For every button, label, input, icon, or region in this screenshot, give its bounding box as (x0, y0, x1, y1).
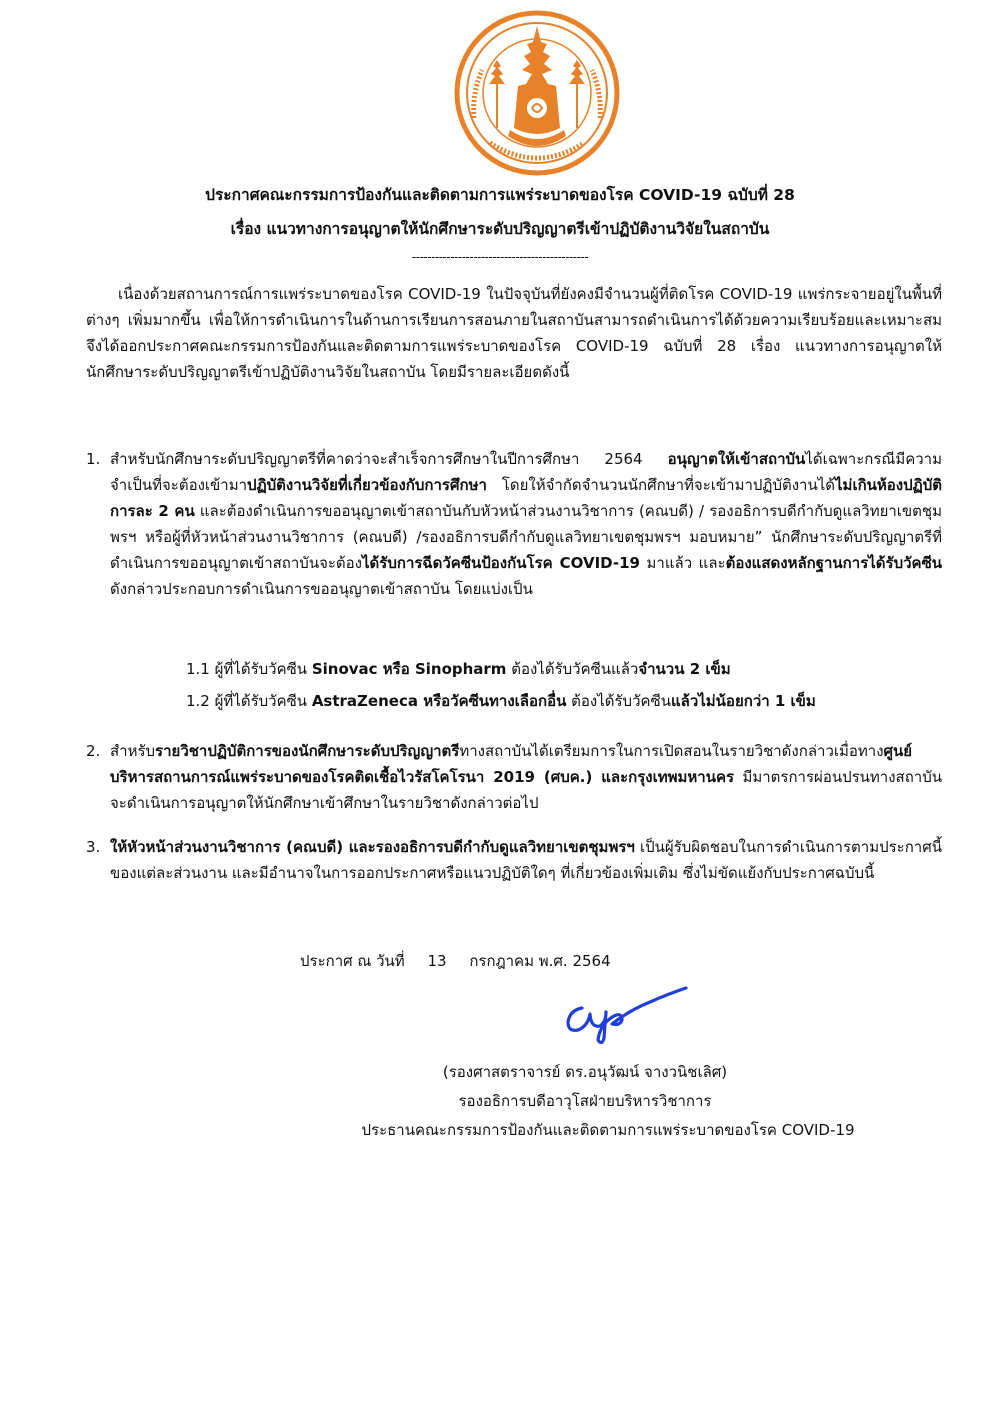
list-item-3 (86, 834, 942, 886)
list-item-text: สำหรับรายวิชาปฏิบัติการของนักศึกษาระดับปริญญาตรีทางสถาบันได้เตรียมการในการเปิดสอนในรายวิชาดังกล่าวเมื่อทางศูนย์บริหารสถานการณ์แพร่ระบาดของโรคติดเชื้อไวรัสโคโรนา 2019 (ศบค.) และกรุงเทพมหานคร มีมาตรการผ่อนปรนทางสถาบันจะดำเนินการอนุญาตให้นักศึกษาเข้าศึกษาในรายวิชาดังกล่าวต่อไป (110, 742, 942, 812)
list-item-2 (86, 738, 942, 816)
list-item-1 (86, 446, 942, 602)
list-item-text: ให้หัวหน้าส่วนงานวิชาการ (คณบดี) และรองอธิการบดีกำกับดูแลวิทยาเขตชุมพรฯ เป็นผู้รับผิดชอบในการดำเนินการตามประกาศนี้ของแต่ละส่วนงาน และมีอำนาจในการออกประกาศหรือแนวปฏิบัติใดๆ ที่เกี่ยวข้องเพิ่มเติม ซึ่งไม่ขัดแย้งกับประกาศฉบับนี้ (110, 838, 943, 882)
list-item-text: สำหรับนักศึกษาระดับปริญญาตรีที่คาดว่าจะสำเร็จการศึกษาในปีการศึกษา 2564 อนุญาตให้เข้าสถาบันได้เฉพาะกรณีมีความจำเป็นที่จะต้องเข้ามาปฏิบัติงานวิจัยที่เกี่ยวข้องกับการศึกษา โดยให้จำกัดจำนวนนักศึกษาที่จะเข้ามาปฏิบัติงานได้ไม่เกินห้องปฏิบัติการละ 2 คน และต้องดำเนินการขออนุญาตเข้าสถาบันกับหัวหน้าส่วนงานวิชาการ (คณบดี) / รองอธิการบดีกำกับดูแลวิทยาเขตชุมพรฯ หรือผู้ที่หัวหน้าส่วนงานวิชาการ (คณบดี) /รองอธิการบดีกำกับดูแลวิทยาเขตชุมพรฯ มอบหมาย” นักศึกษาระดับปริญญาตรีที่ดำเนินการขออนุญาตเข้าสถาบันจะต้องได้รับการฉีดวัคซีนป้องกันโรค COVID-19 มาแล้ว และต้องแสดงหลักฐานการได้รับวัคซีนดังกล่าวประกอบการดำเนินการขออนุญาตเข้าสถาบัน โดยแบ่งเป็น (110, 450, 943, 598)
title-line-2: เรื่อง แนวทางการอนุญาตให้นักศึกษาระดับปริญญาตรีเข้าปฏิบัติงานวิจัยในสถาบัน (230, 220, 770, 238)
signer-committee-role: ประธานคณะกรรมการป้องกันและติดตามการแพร่ระบาดของโรค COVID-19 (361, 1121, 855, 1139)
intro-paragraph: เนื่องด้วยสถานการณ์การแพร่ระบาดของโรค COVID-19 ในปัจจุบันที่ยังคงมีจำนวนผู้ที่ติดโรค COVID-19 แพร่กระจายอยู่ในพื้นที่ต่างๆ เพิ่มมากขึ้น เพื่อให้การดำเนินการในด้านการเรียนการสอนภายในสถาบันสามารถดำเนินการได้ด้วยความเรียบร้อยและเหมาะสม จึงได้ออกประกาศคณะกรรมการป้องกันและติดตามการแพร่ระบาดของโรค COVID-19 ฉบับที่ 28 เรื่อง แนวทางการอนุญาตให้นักศึกษาระดับปริญญาตรีเข้าปฏิบัติงานวิจัยในสถาบัน โดยมีรายละเอียดดังนี้ (86, 285, 942, 381)
title-line-1: ประกาศคณะกรรมการป้องกันและติดตามการแพร่ระบาดของโรค COVID-19 ฉบับที่ 28 (205, 186, 795, 204)
signer-name: (รองศาสตราจารย์ ดร.อนุวัฒน์ จางวนิชเลิศ) (442, 1063, 728, 1081)
sub-item-1-2: 1.2 ผู้ที่ได้รับวัคซีน AstraZeneca หรือวัคซีนทางเลือกอื่น ต้องได้รับวัคซีนแล้วไม่น้อยกว่า 1 เข็ม (186, 692, 816, 710)
list-item-number: 2. (86, 742, 101, 760)
list-item-number: 3. (86, 838, 101, 856)
list-item-number: 1. (86, 450, 101, 468)
handwritten-signature-icon (560, 980, 700, 1050)
announcement-date: ประกาศ ณ วันที่ 13 กรกฎาคม พ.ศ. 2564 (300, 952, 611, 970)
university-seal-icon (452, 8, 622, 178)
title-separator: ---------------------------------------------- (411, 250, 589, 264)
sub-item-1-1: 1.1 ผู้ที่ได้รับวัคซีน Sinovac หรือ Sinopharm ต้องได้รับวัคซีนแล้วจำนวน 2 เข็ม (186, 660, 731, 678)
signer-position: รองอธิการบดีอาวุโสฝ่ายบริหารวิชาการ (458, 1092, 712, 1110)
